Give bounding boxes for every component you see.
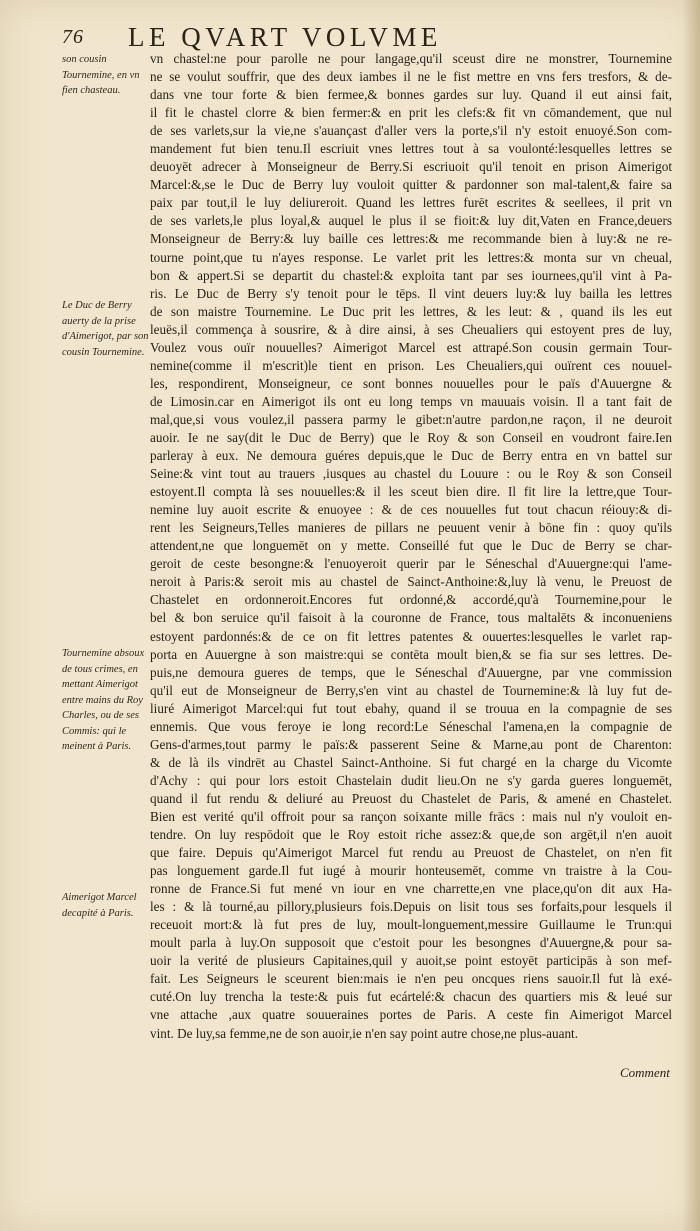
text-line: Seine:& vint tout au trauers ,iusques au chastel du Louure : ou le Roy & son Conseil <box>150 466 672 482</box>
text-line: deuoyēt adrecer à Monseigneur de Berry.Si escriuoit qu'il tenoit en prison Aimerigot <box>150 159 672 175</box>
text-line: tourne point,que tu n'ayes response. Le varlet prit les lettres:& monta sur vn cheual, <box>150 249 672 265</box>
margin-note-tournemine-absoux: Tournemine absoux de tous crimes, en mettant Aimerigot entre mains du Roy Charles, ou de ses Commis: qui le meinent à Paris. <box>62 648 145 752</box>
text-line: tendre. On luy respōdoit que le Roy estoit riche assez:& que,de son argēt,il n'en auoit <box>150 827 672 843</box>
text-line: receuoit mort:& là fut pres de luy, moult-longuement,messire Guillaume le Trun:qui <box>150 917 672 933</box>
text-line: bon & appert.Si se departit du chastel:& exploita tant par ses iournees,qu'il vint à Pa- <box>150 267 672 283</box>
text-line: de ses varlets,sur la vie,ne s'auançast d'aller vers la porte,s'il n'y estoit enuoyé.Son com- <box>150 123 672 139</box>
text-line: pas longuement garde.Il fut iugé à mourir honteusemēt, comme vn traistre à la Cou- <box>150 863 672 879</box>
text-line: ennemis. Que vous feroye ie long record:Le Séneschal l'amena,en la compagnie de <box>150 718 672 734</box>
text-line: rent les Seigneurs,Telles manieres de pillars ne peuuent venir à bōne fin : quoy qu'ils <box>150 520 672 536</box>
text-line: de son maistre Tournemine. Le Duc prit les lettres, & les leut: & , quand ils les eut <box>150 303 672 319</box>
text-line: les, respondirent, Monseigneur, ce sont bonnes nouuelles pour le païs d'Auuergne & <box>150 375 672 391</box>
text-line: les : & là tourné,au pillory,plusieurs fois.Depuis on lisit tous ses forfaits,pour lesquels il <box>150 899 672 915</box>
text-line: quand il fut rendu & deliuré au Preuost du Chastelet de Paris, & amené en Chastelet. <box>150 790 672 806</box>
text-line: vint. De luy,sa femme,ne de son auoir,ie n'en say point autre chose,ne plus-auant. <box>150 1025 578 1041</box>
text-line: cuté.On luy trencha la teste:& puis fut ecártelé:& chacun des quartiers mis & leué sur <box>150 989 672 1005</box>
page-header <box>62 22 582 52</box>
text-line: puis,ne demoura gueres de temps, que le Séneschal d'Auuergne, par vne commission <box>150 664 672 680</box>
text-line: dans vne tour forte & bien fermee,& bonnes gardes sur luy. Quand il eut ainsi fait, <box>150 87 672 103</box>
text-line: Gens-d'armes,tout parmy le païs:& passerent Seine & Marne,au pont de Charenton: <box>150 736 672 752</box>
text-line: moult parla à luy.On supposoit que c'estoit pour les besongnes d'Auuergne,& pour sa- <box>150 935 672 951</box>
text-line: mal,que,si vous voulez,il passera parmy le gibet:n'autre pardon,ne raçon, il ne deuroit <box>150 411 672 427</box>
body-text <box>150 50 672 1043</box>
text-line: nemine luy auoit escrite & enuoyee : & de ces nouuelles fut tout chacun réiouy:& di- <box>150 502 672 518</box>
text-line: estoyent.Il compta là ses nouuelles:& il les sceut bien dire. Il fit lire la lettre,que Tour- <box>150 484 672 500</box>
running-head: LE QVART VOLVME <box>128 22 442 52</box>
text-line: leuës,il commença à sousrire, & à dire ainsi, à ses Cheualiers qui estoyent pres de luy, <box>150 321 672 337</box>
text-line: & de là ils vindrēt au Chastel Sainct-Anthoine. Si fut chargé en la charge du Vicomte <box>150 754 672 770</box>
text-line: vne attache ,aux quatre souueraines portes de Paris. A ceste fin Aimerigot Marcel <box>150 1007 672 1023</box>
margin-note-tournemine-chasteau: son cousin Tournemine, en vn fien chasteau. <box>62 54 140 96</box>
text-line: Chastelet en ordonneroit.Encores fut ordonné,& accordé,qu'à Tournemine,pour le <box>150 592 672 608</box>
margin-note-aimerigot-decapite: Aimerigot Marcel decapité à Paris. <box>62 892 137 919</box>
text-line: nemine(comme il m'escrit)le tient en prison. Les Cheualiers,qui ouïrent ces nouuel- <box>150 357 672 373</box>
text-line: estoyent pardonnés:& de ce on fit lettres patentes & ouuertes:lesquelles le varlet rap- <box>150 628 672 644</box>
text-line: auoir. Ie ne say(dit le Duc de Berry) que le Roy & son Conseil en voudront faire.Ien <box>150 429 672 445</box>
text-line: qu'il eut de Monseigneur de Berry,s'en vint au chastel de Tournemine:& là luy fut de- <box>150 682 672 698</box>
text-line: paix par tout,il le luy deliureroit. Quand les lettres furēt escrites & seellees, il prit vn <box>150 195 672 211</box>
text-line: il fit le chastel clorre & bien fermer:& en prit les clefs:& fit vn cōmandement, que nul <box>150 105 672 121</box>
text-line: geroit de ceste besongne:& l'enuoyeroit querir par le Séneschal d'Auuergne:qui l'ame- <box>150 556 672 572</box>
text-line: de ses varlets,le plus loyal,& auquel le plus il se fioit:& luy dit,Vaten en France,deuers <box>150 213 672 229</box>
text-line: bel & bon seruice qu'il faisoit à la couronne de France, tous maltalēts & inconueniens <box>150 610 672 626</box>
text-line: attendent,ne que longuemēt on y mette. Conseillé fut que le Duc de Berry se char- <box>150 538 672 554</box>
text-line: Voulez vous ouïr nouuelles? Aimerigot Marcel est attrapé.Son cousin germain Tour- <box>150 339 672 355</box>
text-line: liuré Aimerigot Marcel:qui fut tout ebahy, quand il se trouua en la compagnie de ses <box>150 700 672 716</box>
margin-note-duc-de-berry: Le Duc de Berry auerty de la prise d'Aimerigot, par son cousin Tournemine. <box>62 300 149 358</box>
text-line: porta en Auuergne à son maistre:qui se contēta moult bien,& se fia sur ses lettres. De- <box>150 646 672 662</box>
text-line: Marcel:&,se le Duc de Berry luy vouloit quitter & pardonner son mal-talent,& faire sa <box>150 177 672 193</box>
text-line: ris. Le Duc de Berry s'y tenoit pour le tēps. Il vint deuers luy:& luy bailla les lettres <box>150 285 672 301</box>
text-line: neroit à Paris:& seroit mis au chastel de Sainct-Anthoine:&,luy là venu, le Preuost de <box>150 574 672 590</box>
text-line: uoir la verité de plusieurs Capitaines,quil y auoit,se point estoyēt participās à son mef- <box>150 953 672 969</box>
catchword: Comment <box>620 1065 670 1080</box>
text-line: Bien est verité qu'il offroit pour sa rançon soixante mille frācs : mais nul n'y vouloit en- <box>150 808 672 824</box>
text-line: parleray à eux. Ne demoura guéres depuis,que le Duc de Berry entra en vn battel sur <box>150 448 672 464</box>
text-line: de Limosin.car en Aimerigot ils ont eu long temps vn mauuais voisin. Il a tant fait de <box>150 393 672 409</box>
text-line: fait. Les Seigneurs le sceurent bien:mais ie n'en peu oncques riens sauoir.Il fut là exé- <box>150 971 672 987</box>
text-line: d'Achy : qui pour lors estoit Chastelain dudit lieu.On ne s'y garda gueres longuemēt, <box>150 772 672 788</box>
text-line: Monseigneur de Berry:& luy baille ces lettres:& me recommande bien à luy:& ne re- <box>150 231 672 247</box>
page-edge-shadow <box>682 0 700 1231</box>
text-line: ronne de France.Si fut mené vn iour en vne charrette,en vne place,qu'on dit aux Ha- <box>150 881 672 897</box>
text-line: que faire. Depuis qu'Aimerigot Marcel fut rendu au Preuost de Chastelet, on n'en fit <box>150 845 672 861</box>
text-line: ne se voulut souffrir, que des deux iambes il ne le fist mettre en vns fers tresfors, & de- <box>150 69 672 85</box>
page-number: 76 <box>62 26 84 48</box>
text-line: mandement fut bien tenu.Il escriuit vnes lettres tout à sa voulonté:lesquelles lettres se <box>150 141 672 157</box>
text-line: vn chastel:ne pour parolle ne pour langage,qu'il sceust dire ne monstrer, Tournemine <box>150 51 672 66</box>
